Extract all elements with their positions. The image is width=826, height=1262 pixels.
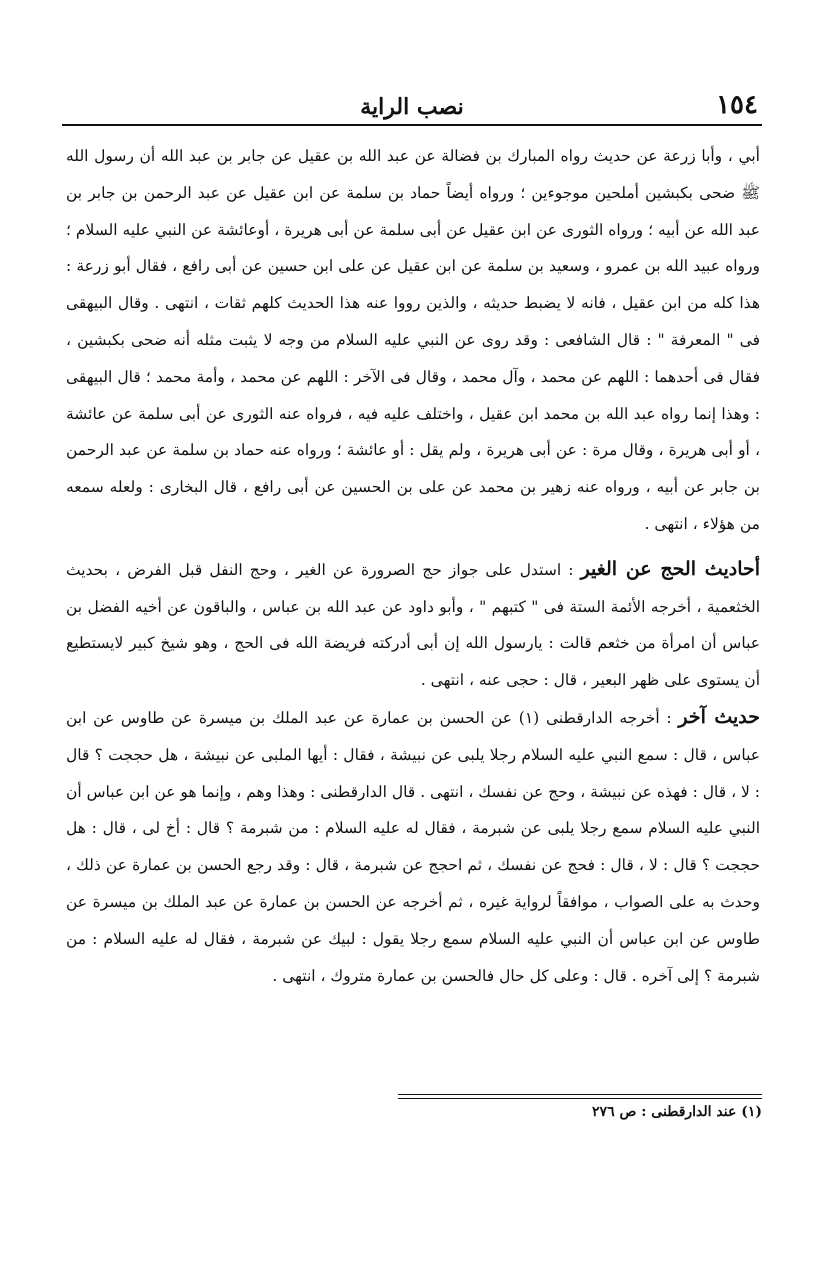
footnote: (١) عند الدارقطنى : ص ٢٧٦: [592, 1104, 762, 1120]
paragraph-3: [66, 699, 760, 994]
paragraph-1: [66, 138, 760, 543]
paragraph-text: أبي ، وأبا زرعة عن حديث رواه المبارك بن فضالة عن عبد الله بن عقيل عن جابر بن عبد الله أن رسول الله ﷺ ضحى بكبشين أملحين موجوءين ؛ ورواه أيضاً حماد بن سلمة عن ابن عقيل عن عبد الرحمن بن جابر بن عبد الله عن أبيه ؛ ورواه الثورى عن ابن عقيل عن أبى سلمة عن أبى هريرة ، أوعائشة عن النبي عليه السلام ؛ ورواه عبيد الله بن عمرو ، وسعيد بن سلمة عن ابن عقيل عن على ابن حسين عن أبى رافع ، فقال أبو زرعة : هذا كله من ابن عقيل ، فانه لا يضبط حديثه ، والذين رووا عنه هذا الحديث كلهم ثقات ، انتهى . وقال البيهقى فى " المعرفة " : قال الشافعى : وقد روى عن النبي عليه السلام من وجه لا يثبت مثله أنه ضحى بكبشين ، فقال فى أحدهما : اللهم عن محمد ، وآل محمد ، وقال فى الآخر : اللهم عن محمد ، وأمة محمد ؛ قال البيهقى : وهذا إنما رواه عبد الله بن محمد ابن عقيل ، واختلف عليه فيه ، فرواه عنه الثورى عن أبى سلمة عن عائشة ، أو أبى هريرة ، وقال مرة : عن أبى هريرة ، ولم يقل : أو عائشة ؛ ورواه عنه حماد بن سلمة عن عبد الرحمن بن جابر عن أبيه ، ورواه عنه زهير بن محمد عن على بن الحسين عن أبى رافع ، قال البخارى : ولعله سمعه من هؤلاء ، انتهى .: [66, 147, 760, 533]
page-header: [62, 88, 762, 126]
footnote-separator: [398, 1094, 762, 1102]
main-text: [66, 138, 760, 994]
running-title: نصب الراية: [360, 94, 464, 120]
paragraph-2: [66, 551, 760, 699]
section-title: حديث آخر: [678, 705, 760, 728]
paragraph-text: : أخرجه الدارقطنى (١) عن الحسن بن عمارة عن عبد الملك بن ميسرة عن طاوس عن ابن عباس ، قال : سمع النبي عليه السلام رجلا يلبى عن نبيشة ، فقال : أيها الملبى عن نبيشة ، هل حججت ؟ قال : لا ، قال : فهذه عن نبيشة ، وحج عن نفسك ، انتهى . قال الدارقطنى : وهذا وهم ، وإنما هو عن ابن عباس أن النبي عليه السلام سمع رجلا يلبى عن شبرمة ، فقال له عليه السلام : من شبرمة ؟ قال : أخ لى ، قال : هل حججت ؟ قال : لا ، قال : فحج عن نفسك ، ثم احجج عن شبرمة ، قال : وقد رجع الحسن بن عمارة عن ذلك ، وحدث به على الصواب ، موافقاً لرواية غيره ، ثم أخرجه عن الحسن بن عمارة عن عبد الملك بن ميسرة عن طاوس عن ابن عباس أن النبي عليه السلام سمع رجلا يقول : لبيك عن شبرمة ، فقال له عليه السلام : من شبرمة ؟ إلى آخره . قال : وعلى كل حال فالحسن بن عمارة متروك ، انتهى .: [66, 708, 760, 985]
page-number: ١٥٤: [716, 90, 758, 120]
section-title: أحاديث الحج عن الغير: [580, 557, 761, 580]
paragraph-text: : استدل على جواز حج الصرورة عن الغير ، وحج النفل قبل الفرض ، بحديث الخثعمية ، أخرجه الأئمة الستة فى " كتبهم " ، وأبو داود عن عبد الله بن عباس ، والباقون عن أخيه الفضل بن عباس أن امرأة من خثعم قالت : يارسول الله إن أبى أدركته فريضة الله فى الحج ، وهو شيخ كبير لايستطيع أن يستوى على ظهر البعير ، قال : حجى عنه ، انتهى .: [66, 560, 760, 690]
